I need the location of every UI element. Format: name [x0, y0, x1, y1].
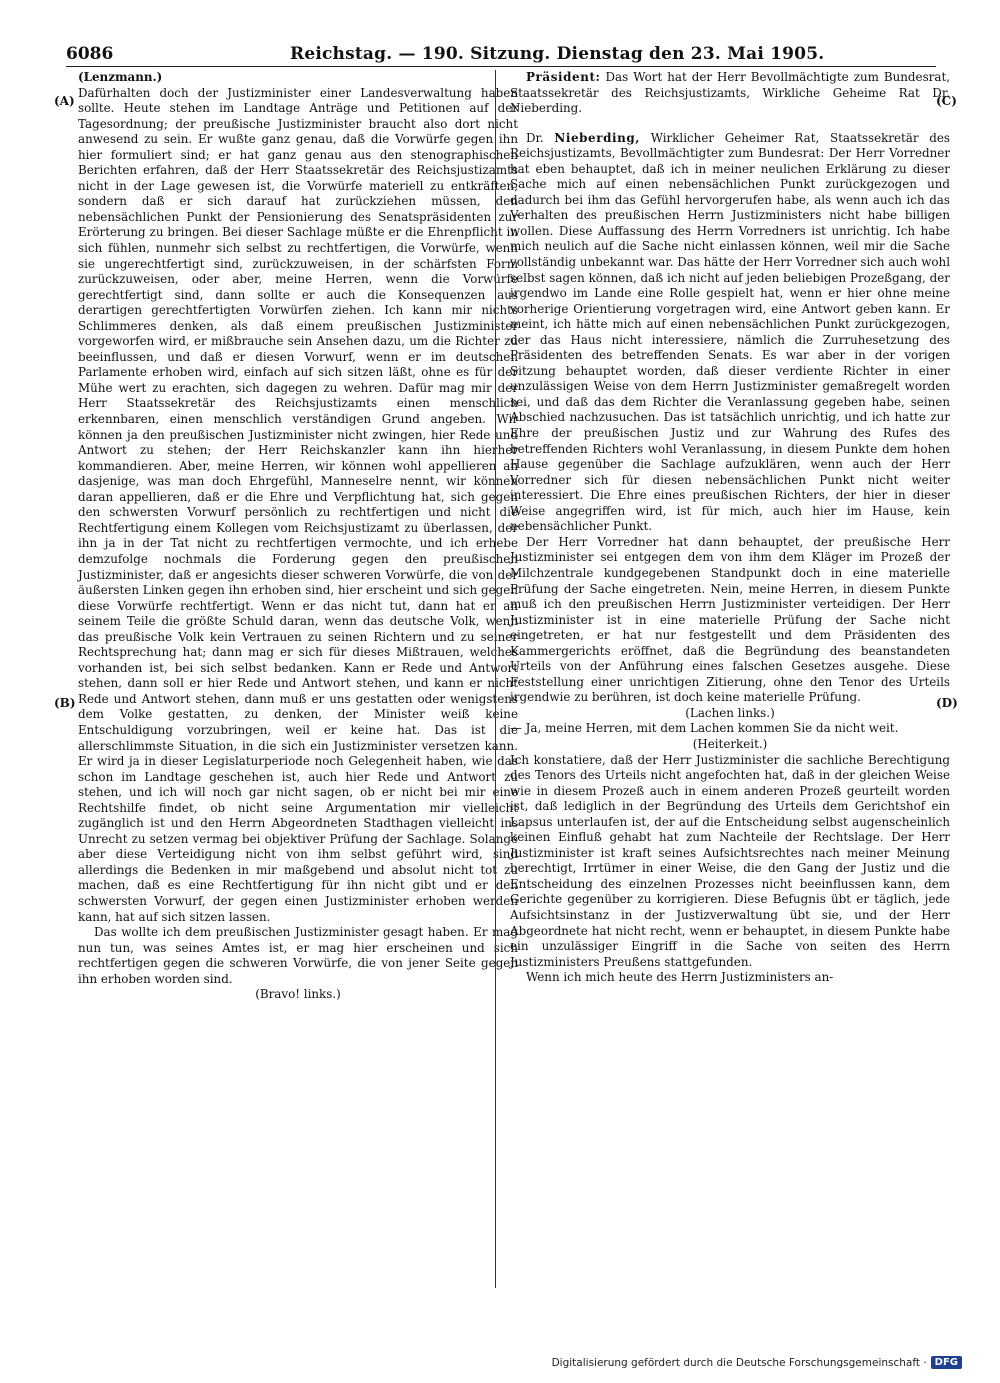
- president-label: Präsident:: [526, 70, 601, 84]
- speaker-intro: [510, 131, 950, 535]
- right-paragraph-3: — Ja, meine Herren, mit dem Lachen kommen Sie da nicht weit.: [510, 721, 899, 736]
- left-column: [78, 70, 518, 1003]
- speaker-name: Nieberding,: [554, 130, 641, 145]
- left-paragraph-1: Dafürhalten doch der Justizminister einer Landesverwaltung haben sollte. Heute stehen im Landtage Anträge und Petitionen auf der Tagesordnung; der preußische Justizminister braucht also dort nicht anwesend zu sein. Er wußte ganz genau, daß die Vorwürfe gegen ihn hier formuliert sind; er hat ganz genau aus den stenographischen Berichten erfahren, daß der Herr Staatssekretär des Reichsjustizamts nicht in der Lage gewesen ist, die Vorwürfe materiell zu entkräften, sondern daß er sich darauf hat zurückziehen müssen, den nebensächlichen Punkt der Pensionierung des Senatspräsidenten zur Erörterung zu bringen. Bei dieser Sachlage müßte er die Ehrenpflicht in sich fühlen, nunmehr sich selbst zu rechtfertigen, die Vorwürfe, wenn sie ungerechtfertigt sind, zurückzuweisen, in der schärfsten Form zurückzuweisen, oder aber, meine Herren, wenn die Vorwürfe gerechtfertigt sind, dann sollte er auch die Konsequenzen aus derartigen gerechtfertigten Vorwürfen ziehen. Ich kann mir nichts Schlimmeres denken, als daß einem preußischen Justizminister vorgeworfen wird, er mißbrauche sein Ansehen dazu, um die Richter zu beeinflussen, und daß er diesen Vorwurf, wenn er im deutschen Parlamente erhoben wird, einfach auf sich sitzen läßt, ohne es für der Mühe wert zu erachten, sich dagegen zu wehren. Dafür mag mir der Herr Staatssekretär des Reichsjustizamts einen menschlich erkennbaren, einen menschlich verständigen Grund angeben. Wir können ja den preußischen Justizminister nicht zwingen, hier Rede und Antwort zu stehen; der Herr Reichskanzler kann ihn hierher kommandieren. Aber, meine Herren, wir können wohl appellieren an dasjenige, was man doch Ehrgefühl, Manneselre nennt, wir können daran appellieren, daß er die Ehre und Verpflichtung hat, sich gegen den schwersten Vorwurf persönlich zu rechtfertigen und nicht die Rechtfertigung einem Kollegen vom Reichsjustizamt zu überlassen, der ihn ja in der Tat nicht zu rechtfertigen vermochte, und ich erhebe demzufolge nochmals die Forderung gegen den preußischen Justizminister, daß er angesichts dieser schweren Vorwürfe, die von der äußersten Linken gegen ihn erhoben sind, hier erscheint und sich gegen diese Vorwürfe rechtfertigt. Wenn er das nicht tut, dann hat er an seinem Teile die größte Schuld daran, wenn das deutsche Volk, wenn das preußische Volk kein Vertrauen zu seinen Richtern und zu seiner Rechtsprechung hat; dann mag er sich für dieses Mißtrauen, welches vorhanden ist, bei sich selbst bedanken. Kann er Rede und Antwort stehen, dann soll er hier Rede und Antwort stehen, und kann er nicht Rede und Antwort stehen, dann muß er uns gestatten oder wenigstens dem Volke gestatten, zu denken, der Minister weiß keine Entschuldigung vorzubringen, weil er keine hat. Das ist die allerschlimmste Situation, in die sich ein Justizminister versetzen kann. Er wird ja in dieser Legislaturperiode noch Gelegenheit haben, wie das schon im Landtage geschehen ist, auch hier Rede und Antwort zu stehen, und ich will noch gar nicht sagen, ob er nicht bei mir eine Rechtshilfe findet, ob nicht seine Argumentation mir vielleicht zugänglich ist und den Herrn Abgeordneten Stadthagen vielleicht ins Unrecht zu setzen vermag bei objektiver Prüfung der Sachlage. Solange aber diese Verteidigung nicht von ihm selbst geführt wird, sind allerdings die Bedenken in mir maßgebend und absolut nicht tot zu machen, daß es eine Rechtfertigung für ihn nicht gibt und er den schwersten Vorwurf, der gegen einen Justizminister erhoben werden kann, hat auf sich sitzen lassen.: [78, 85, 518, 924]
- speaker-prefix: Dr.: [526, 130, 544, 145]
- header-rule: [66, 66, 936, 67]
- margin-marker-a: (A): [54, 94, 75, 108]
- footer-credit: [552, 1356, 962, 1369]
- running-head: Reichstag. — 190. Sitzung. Dienstag den 23. Mai 1905.: [290, 44, 825, 64]
- footer-text: Digitalisierung gefördert durch die Deutsche Forschungsgemeinschaft ·: [551, 1356, 927, 1369]
- right-column: [510, 70, 950, 986]
- cheer-note: (Heiterkeit.): [692, 736, 768, 751]
- right-paragraph-1: Der Herr Vorredner hat eben behauptet, daß ich in meiner neulichen Erklärung zu dieser Sache mich auf einen nebensächlichen Punkt zurückgezogen und dadurch bei ihm das Gefühl hervorgerufen habe, als wenn auch ich das Verhalten des preußischen Herrn Justizministers nicht habe billigen wollen. Diese Auffassung des Herrn Vorredners ist unrichtig. Ich habe mich neulich auf die Sache nicht einlassen können, weil mir die Sache vollständig unbekannt war. Das hätte der Herr Vorredner sich auch wohl selbst sagen können, daß ich nicht auf jeden beliebigen Prozeßgang, der irgendwo im Lande eine Rolle gespielt hat, wenn er hier ohne meine vorherige Orientierung vorgetragen wird, eine Antwort geben kann. Er meint, ich hätte mich auf einen nebensächlichen Punkt zurückgezogen, der das Haus nicht interessiere, nämlich die Zurruhesetzung des Präsidenten des betreffenden Senats. Es war aber in der vorigen Sitzung behauptet worden, daß dieser verdiente Richter in einer unzulässigen Weise von dem Herrn Justizminister gemaßregelt worden sei, und daß das dem Richter die Veranlassung gegeben habe, seinen Abschied nachzusuchen. Das ist tatsächlich unrichtig, und ich hatte zur Ehre der preußischen Justiz und zur Wahrung des Rufes des betreffenden Richters wohl Veranlassung, in diesem Punkte dem hohen Hause gegenüber die Sachlage aufzuklären, wenn auch der Herr Vorredner sich für diesen nebensächlichen Punkt nicht weiter interessiert. Die Ehre eines preußischen Richters, der hier in dieser Weise angegriffen wird, ist für mich, auch hier im Hause, kein nebensächlicher Punkt.: [510, 146, 951, 534]
- page-number: 6086: [66, 44, 114, 64]
- right-paragraph-2: Der Herr Vorredner hat dann behauptet, der preußische Herr Justizminister sei entgegen dem von ihm dem Kläger im Prozeß der Milchzentrale kundgegebenen Standpunkt doch in eine materielle Prüfung der Sache eingetreten. Nein, meine Herren, in diesem Punkte muß ich den preußischen Herrn Justizminister verteidigen. Der Herr Justizminister ist in eine materielle Prüfung der Sache nicht eingetreten, er hat nur festgestellt und dem Präsidenten des Kammergerichts eröffnet, daß die Begründung des beanstandeten Urteils von der Anführung eines falschen Gesetzes ausgehe. Diese Feststellung einer unrichtigen Zitierung, ohne den Tenor des Urteils irgendwie zu berühren, ist doch keine materielle Prüfung.: [510, 534, 950, 705]
- laughter-note: (Lachen links.): [685, 705, 775, 720]
- applause-note: (Bravo! links.): [255, 987, 341, 1002]
- margin-marker-c: (C): [936, 94, 957, 108]
- margin-marker-d: (D): [936, 696, 958, 710]
- right-paragraph-4: Ich konstatiere, daß der Herr Justizminister die sachliche Berechtigung des Tenors des Urteils nicht angefochten hat, daß in der gleichen Weise wie in diesem Prozeß auch in einem anderen Prozeß geurteilt worden ist, daß lediglich in der Begründung des Urteils dem Gerichtshof ein Lapsus unterlaufen ist, der auf die Entscheidung selbst augenscheinlich keinen Einfluß gehabt hat zum Nachteile der Rechtslage. Der Herr Justizminister ist kraft seines Aufsichtsrechtes nach meiner Meinung berechtigt, Irrtümer in einer Weise, die den Gang der Justiz und die Entscheidung des einzelnen Prozesses nicht beeinflussen kann, dem Gerichte gegenüber zu korrigieren. Diese Befugnis übt er täglich, jede Aufsichtsinstanz in der Justizverwaltung übt sie, und der Herr Abgeordnete hat nicht recht, wenn er behauptet, in diesem Punkte habe ein unzulässiger Eingriff in die Sache von seiten des Herrn Justizministers Preußens stattgefunden.: [510, 752, 950, 969]
- right-paragraph-5: Wenn ich mich heute des Herrn Justizministers an-: [526, 970, 834, 985]
- speaker-tag: (Lenzmann.): [78, 70, 163, 84]
- president-paragraph: [510, 70, 950, 117]
- president-text: Das Wort hat der Herr Bevollmächtigte zum Bundesrat, Staatssekretär des Reichsjustizamts, Wirkliche Geheime Rat Dr. Nieberding.: [510, 70, 950, 116]
- column-divider: [495, 70, 496, 1288]
- left-paragraph-2: Das wollte ich dem preußischen Justizminister gesagt haben. Er mag nun tun, was seines Amtes ist, er mag hier erscheinen und sich rechtfertigen gegen die schweren Vorwürfe, die von jener Seite gegen ihn erhoben worden sind.: [78, 925, 518, 986]
- margin-marker-b: (B): [54, 696, 76, 710]
- dfg-logo: DFG: [931, 1356, 962, 1369]
- speaker-titles: Wirklicher Geheimer Rat, Staatssekretär des Reichsjustizamts, Bevollmächtigter zum Bundesrat:: [510, 130, 951, 161]
